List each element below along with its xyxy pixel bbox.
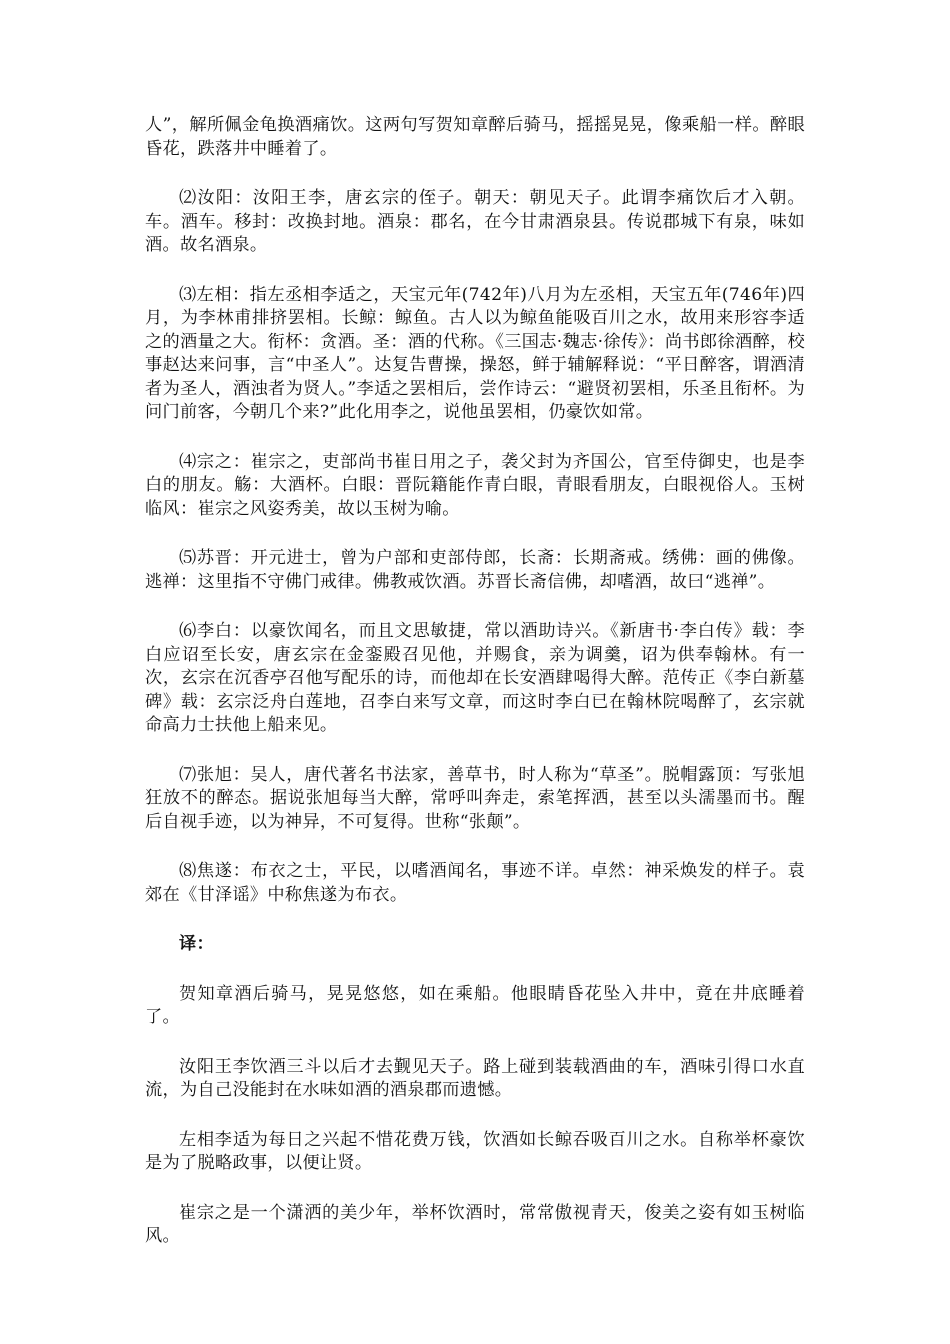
note-paragraph-8: ⑻焦遂：布衣之士，平民，以嗜酒闻名，事迹不详。卓然：神采焕发的样子。袁郊在《甘泽谣》中称焦遂为布衣。 bbox=[145, 861, 805, 905]
note-paragraph-5: ⑸苏晋：开元进士，曾为户部和吏部侍郎，长斋：长期斋戒。绣佛：画的佛像。逃禅：这里指不守佛门戒律。佛教戒饮酒。苏晋长斋信佛，却嗜酒，故曰“逃禅”。 bbox=[145, 548, 805, 592]
translation-paragraph-1: 贺知章酒后骑马，晃晃悠悠，如在乘船。他眼睛昏花坠入井中，竟在井底睡着了。 bbox=[145, 983, 805, 1027]
translation-paragraph-2: 汝阳王李饮酒三斗以后才去觐见天子。路上碰到装载酒曲的车，酒味引得口水直流，为自己没能封在水味如酒的酒泉郡而遗憾。 bbox=[145, 1056, 805, 1100]
note-paragraph-7: ⑺张旭：吴人，唐代著名书法家，善草书，时人称为“草圣”。脱帽露顶：写张旭狂放不的醉态。据说张旭每当大醉，常呼叫奔走，索笔挥洒，甚至以头濡墨而书。醒后自视手迹，以为神异，不可复得。世称“张颠”。 bbox=[145, 764, 805, 832]
note-paragraph-6: ⑹李白：以豪饮闻名，而且文思敏捷，常以酒助诗兴。《新唐书·李白传》载：李白应诏至长安，唐玄宗在金銮殿召见他，并赐食，亲为调羹，诏为供奉翰林。有一次，玄宗在沉香亭召他写配乐的诗，而他却在长安酒肆喝得大醉。范传正《李白新墓碑》载：玄宗泛舟白莲地，召李白来写文章，而这时李白已在翰林院喝醉了，玄宗就命高力士扶他上船来见。 bbox=[145, 621, 805, 735]
note-paragraph-2: ⑵汝阳：汝阳王李，唐玄宗的侄子。朝天：朝见天子。此谓李痛饮后才入朝。车。酒车。移封：改换封地。酒泉：郡名，在今甘肃酒泉县。传说郡城下有泉，味如酒。故名酒泉。 bbox=[145, 188, 805, 255]
translation-paragraph-3: 左相李适为每日之兴起不惜花费万钱，饮酒如长鲸吞吸百川之水。自称举杯豪饮是为了脱略政事，以便让贤。 bbox=[145, 1129, 805, 1173]
note-paragraph-3: ⑶左相：指左丞相李适之，天宝元年(742年)八月为左丞相，天宝五年(746年)四月，为李林甫排挤罢相。长鲸：鲸鱼。古人以为鲸鱼能吸百川之水，故用来形容李适之的酒量之大。衔杯：贪酒。圣：酒的代称。《三国志·魏志·徐传》：尚书郎徐酒醉，校事赵达来问事，言“中圣人”。达复告曹操，操怒，鲜于辅解释说：“平日醉客，谓酒清者为圣人，酒浊者为贤人。”李适之罢相后，尝作诗云：“避贤初罢相，乐圣且衔杯。为问门前客，今朝几个来?”此化用李之，说他虽罢相，仍豪饮如常。 bbox=[145, 284, 805, 422]
note-paragraph-continued: 人”，解所佩金龟换酒痛饮。这两句写贺知章醉后骑马，摇摇晃晃，像乘船一样。醉眼昏花，跌落井中睡着了。 bbox=[145, 115, 805, 159]
translation-paragraph-4: 崔宗之是一个潇洒的美少年，举杯饮酒时，常常傲视青天，俊美之姿有如玉树临风。 bbox=[145, 1202, 805, 1246]
note-paragraph-4: ⑷宗之：崔宗之，吏部尚书崔日用之子，袭父封为齐国公，官至侍御史，也是李白的朋友。觞：大酒杯。白眼：晋阮籍能作青白眼，青眼看朋友，白眼视俗人。玉树临风：崔宗之风姿秀美，故以玉树为喻。 bbox=[145, 451, 805, 519]
translation-heading: 译： bbox=[179, 934, 214, 954]
document-page bbox=[145, 114, 805, 1249]
